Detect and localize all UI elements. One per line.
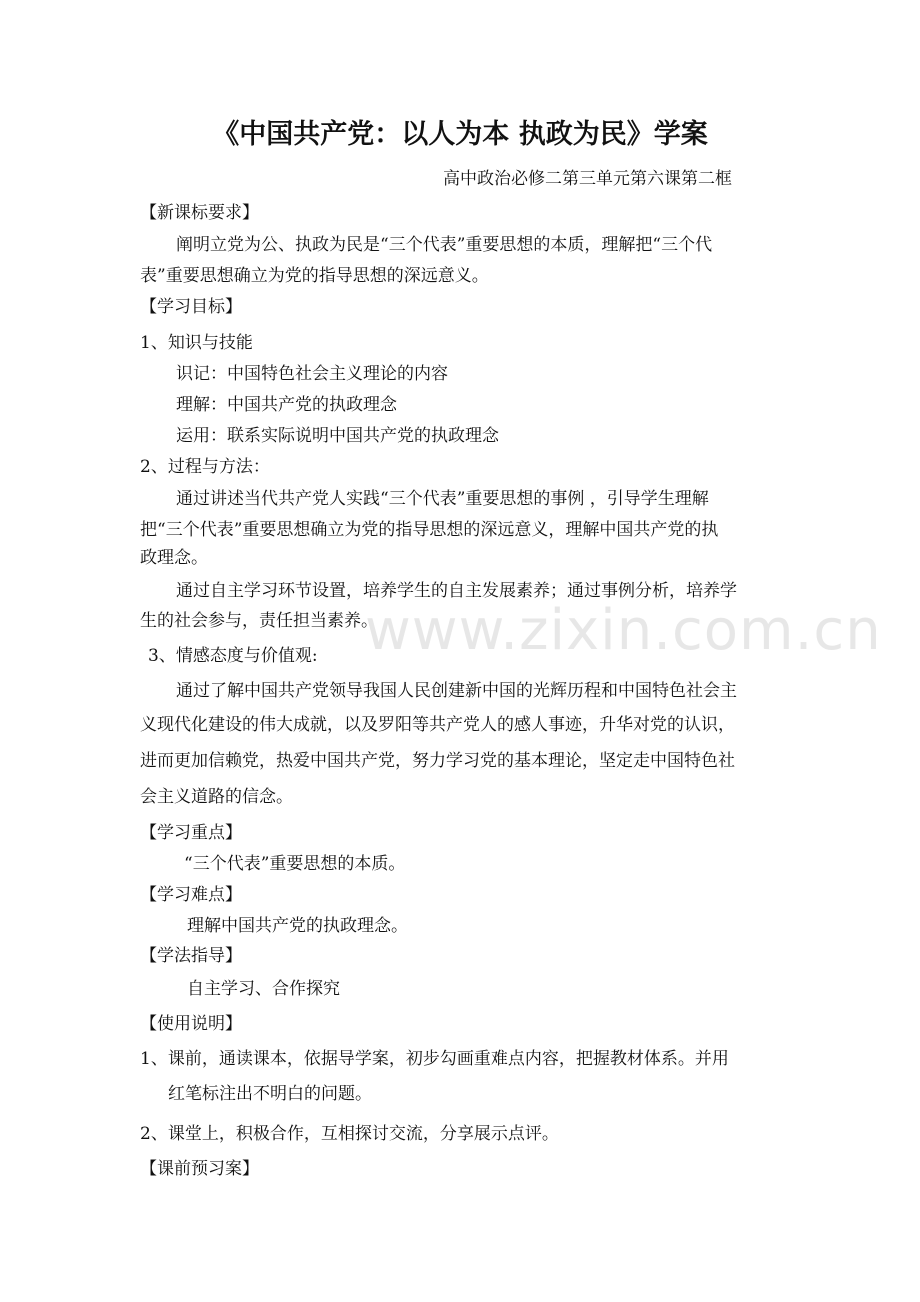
paragraph-line: 通过自主学习环节设置，培养学生的自主发展素养；通过事例分析，培养学: [176, 581, 737, 601]
section-heading-method: 【学法指导】: [140, 946, 242, 966]
paragraph-line: 义现代化建设的伟大成就，以及罗阳等共产党人的感人事迹，升华对党的认识，: [140, 715, 735, 735]
section-heading-curriculum: 【新课标要求】: [140, 203, 259, 223]
usage-item-line: 红笔标注出不明白的问题。: [168, 1084, 372, 1104]
goal-knowledge-item: 识记：中国特色社会主义理论的内容: [176, 364, 448, 384]
section-heading-preview: 【课前预习案】: [140, 1159, 259, 1179]
paragraph-line: 把“三个代表”重要思想确立为党的指导思想的深远意义，理解中国共产党的执: [140, 520, 719, 540]
paragraph-line: 会主义道路的信念。: [140, 787, 293, 807]
difficulty-text: 理解中国共产党的执政理念。: [187, 916, 408, 936]
key-point-text: “三个代表”重要思想的本质。: [184, 854, 406, 874]
usage-item-line: 1、课前，通读课本，依据导学案，初步勾画重难点内容，把握教材体系。并用: [140, 1049, 729, 1069]
document-title: 《中国共产党：以人为本 执政为民》学案: [212, 119, 708, 150]
section-heading-key-point: 【学习重点】: [140, 823, 242, 843]
document-subtitle: 高中政治必修二第三单元第六课第二框: [443, 169, 732, 189]
paragraph-line: 通过讲述当代共产党人实践“三个代表”重要思想的事例 ，引导学生理解: [176, 489, 709, 509]
paragraph-line: 表”重要思想确立为党的指导思想的深远意义。: [140, 266, 489, 286]
watermark-text: www.zixin.com.cn: [365, 598, 882, 663]
paragraph-line: 政理念。: [140, 548, 208, 568]
paragraph-line: 生的社会参与，责任担当素养。: [140, 611, 378, 631]
method-text: 自主学习、合作探究: [187, 979, 340, 999]
paragraph-line: 通过了解中国共产党领导我国人民创建新中国的光辉历程和中国特色社会主: [176, 681, 737, 701]
section-heading-goals: 【学习目标】: [140, 297, 242, 317]
goal-attitude-title: 3、情感态度与价值观:: [148, 646, 318, 666]
section-heading-difficulty: 【学习难点】: [140, 885, 242, 905]
goal-process-title: 2、过程与方法：: [140, 457, 270, 477]
goal-knowledge-title: 1、知识与技能: [140, 333, 253, 353]
section-heading-usage: 【使用说明】: [140, 1014, 242, 1034]
paragraph-line: 阐明立党为公、执政为民是“三个代表”重要思想的本质，理解把“三个代: [176, 235, 713, 255]
goal-knowledge-item: 运用：联系实际说明中国共产党的执政理念: [176, 426, 499, 446]
usage-item-line: 2、课堂上，积极合作，互相探讨交流，分享展示点评。: [140, 1124, 559, 1144]
goal-knowledge-item: 理解：中国共产党的执政理念: [176, 395, 397, 415]
paragraph-line: 进而更加信赖党，热爱中国共产党，努力学习党的基本理论，坚定走中国特色社: [140, 751, 735, 771]
